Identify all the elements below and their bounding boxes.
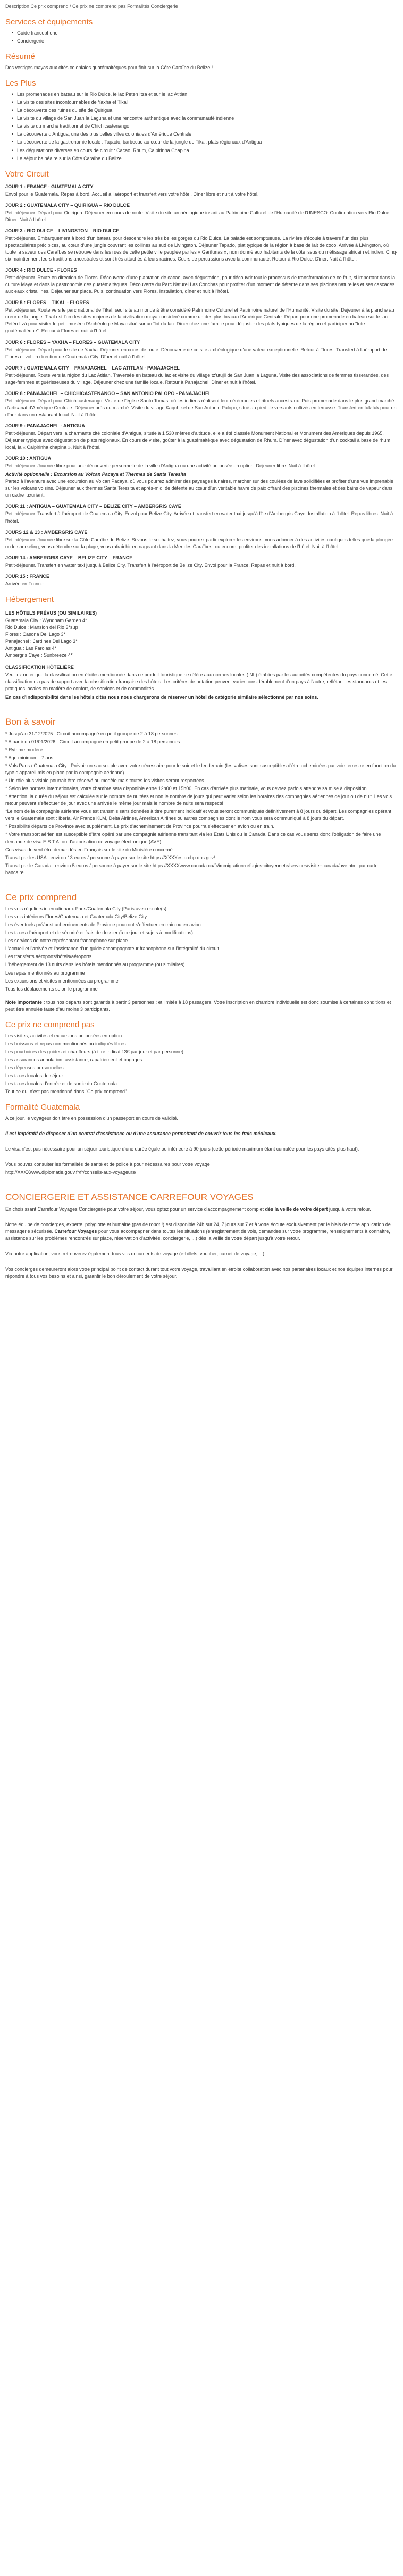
spacer bbox=[5, 994, 398, 999]
day-title: JOUR 4 : RIO DULCE - FLORES bbox=[5, 267, 77, 273]
hotel-item: Ambergris Caye : Sunbreeze 4* bbox=[5, 652, 73, 658]
day-title: JOUR 6 : FLORES – YAXHA – FLORES – GUATEMALA CITY bbox=[5, 339, 140, 345]
spacer bbox=[5, 1140, 398, 1146]
list-item: • La découverte des ruines du site de Quirigua bbox=[17, 107, 398, 114]
hotel-item: Guatemala City : Wyndham Garden 4* bbox=[5, 617, 87, 623]
list-item: • Le séjour balnéaire sur la Côte Caraïbe du Belize bbox=[17, 155, 398, 162]
day-text: Envol pour le Guatemala. Repas à bord. Accueil à l'aéroport et transfert vers votre hôtel. Dîner libre et nuit à votre hôtel. bbox=[5, 191, 259, 197]
day-text: Petit-déjeuner. Départ pour Quirigua. Déjeuner en cours de route. Visite du site archéologique inscrit au Patrimoine Culturel de l'Humanité de l'UNESCO. Continuation vers Rio Dulce. Dîner. Nuit à l'hôtel. bbox=[5, 209, 391, 222]
day-title: JOUR 15 : FRANCE bbox=[5, 573, 50, 579]
hotel-item: Panajachel : Jardines Del Lago 3* bbox=[5, 639, 78, 644]
list-item: Les assurances annulation, assistance, rapatriement et bagages bbox=[5, 1056, 142, 1062]
note-line: * Attention, la durée du séjour est calculée sur le nombre de nuitées et non le nombre de jours qui peut varier selon les horaires des compagnies aériennes de jour ou de nuit. Les vols retour peuvent s'effectuer de jour avec une arrivée le même jour mais le nombre de nuits sera respecté. bbox=[5, 794, 392, 807]
day-title: JOUR 2 : GUATEMALA CITY – QUIRIGUA – RIO DULCE bbox=[5, 202, 130, 208]
bon-a-savoir-title: Bon à savoir bbox=[5, 717, 56, 727]
formalite-consult: Vous pouvez consulter les formalités de santé et de police à pour nécessaires pour votre voyage : bbox=[5, 1162, 213, 1168]
list-item: Tous les déplacements selon le programme bbox=[5, 986, 98, 992]
note-line: * Possibilité départs de Province avec supplément. Le prix d'acheminement de Province pourra s'effectuer en avion ou en train. bbox=[5, 824, 275, 829]
list-item: • Guide francophone bbox=[17, 30, 398, 37]
hotel-item: Rio Dulce : Mansion del Rio 3*sup bbox=[5, 625, 78, 630]
conciergerie-team bbox=[5, 1221, 398, 1242]
list-item: Les pourboires des guides et chauffeurs (à titre indicatif 3€ par jour et par personne) bbox=[5, 1048, 184, 1054]
list-item: L'accueil et l'arrivée et l'assistance d'un guide accompagnateur francophone sur l'intégralité du circuit bbox=[5, 946, 219, 952]
day-text: Petit-déjeuner. Transfert à l'aéroport de Guatemala City. Envol pour Belize City. Arrivée et transfert en water taxi jusqu'à l'île d'Ambergris Caye. Installation à l'hôtel. Repas libres. Nuit à l'hôtel. bbox=[5, 511, 393, 524]
hotels-list bbox=[5, 617, 398, 659]
day-text: Petit-déjeuner. Route vers la région du Lac Atitlan. Traversée en bateau du lac et visite du village tz'utujil de San Juan la Laguna. Visite des associations de femmes tisserandes, des sage-femmes et guérisseuses du village. Déjeuner chez une famille locale. Retour à Panajachel. Dîner et nuit à l'hôtel. bbox=[5, 372, 389, 385]
list-item: • La visite des sites incontournables de Yaxha et Tikal bbox=[17, 99, 398, 106]
classification-title: CLASSIFICATION HÔTELIÈRE bbox=[5, 665, 74, 670]
spacer bbox=[5, 1245, 398, 1251]
day-text: Petit-déjeuner. Départ pour Chichicastenango. Visite de l'église Santo Tomas, où les indiens réalisent leur cérémonies et rituels ancestraux. Puis promenade dans le plus grand marché d'artisanat d'Amérique Centrale. Déjeuner près du marché. Visite du village Kaqchikel de San Antonio Palopo, situé au pied de versants cultivés en terrasse. Transfert en tuk-tuk pour un dîner dans un restaurant local. Nuit à l'hôtel. bbox=[5, 398, 397, 417]
list-item: • Les dégustations diverses en cours de circuit : Cacao, Rhum, Caipirinha Chapina... bbox=[17, 147, 398, 154]
day-title: JOUR 11 : ANTIGUA – GUATEMALA CITY – BELIZE CITY – AMBERGRIS CAYE bbox=[5, 504, 181, 509]
day-title: JOUR 7 : GUATEMALA CITY – PANAJACHEL – LAC ATITLAN - PANAJACHEL bbox=[5, 365, 180, 371]
day-text: Petit-déjeuner. Départ pour le site de Yaxha. Déjeuner en cours de route. Découverte de ce site archéologique d'une valeur exceptionnelle. Retour à Flores. Transfert à l'aéroport de Flores et vol en direction de Guatemala City. Dîner et nuit à l'hôtel. bbox=[5, 347, 387, 359]
circuit-title: Votre Circuit bbox=[5, 169, 49, 179]
day-text: Arrivée en France. bbox=[5, 581, 45, 586]
hotels-subtitle: LES HÔTELS PRÉVUS (OU SIMILAIRES) bbox=[5, 610, 97, 616]
classification-notice: En cas d'indisponibilité dans les hôtels cités nous nous chargerons de réserver un hôtel de catégorie similaire sélectionné par nos soins. bbox=[5, 694, 318, 700]
note-line: * Jusqu'au 31/12/2025 : Circuit accompagné en petit groupe de 2 à 18 personnes bbox=[5, 731, 178, 736]
important-note-label: Note importante : bbox=[5, 999, 45, 1005]
list-item: Les transferts aéroports/hôtels/aéroports bbox=[5, 954, 92, 960]
day-title: JOUR 1 : FRANCE - GUATEMALA CITY bbox=[5, 183, 94, 189]
list-item: • La découverte de la gastronomie locale : Tapado, barbecue au cœur de la jungle de Tikal, plats régionaux d'Antigua bbox=[17, 139, 398, 146]
day-text: Petit-déjeuner. Départ vers la charmante cité coloniale d'Antigua, située à 1 530 mètres d'altitude, elle a été classée Monument National et Monument des Amériques depuis 1965. Déjeuner typique avec dégustation de plats régionaux. En cours de visite, goûter à la guatémaltèque avec dégustation de Rhum. Dîner avec dégustation d'un cocktail à base de rhum local, la « Caipirinha chapina ». Nuit à l'hôtel. bbox=[5, 431, 391, 450]
hebergement-title: Hébergement bbox=[5, 594, 54, 604]
list-item: Tout ce qui n'est pas mentionné dans "Ce prix comprend" bbox=[5, 1089, 127, 1095]
note-line: Transit par le Canada : environ 5 euros / personne à payer sur le site https://XXXXwww.canada.ca/fr/immigration-refugies-citoyennete/services/visiter-canada/ave.html par carte bancaire. bbox=[5, 862, 378, 875]
conciergerie-intro-end: jusqu'à votre retour. bbox=[328, 1206, 371, 1212]
day-text: Petit-déjeuner. Transfert en water taxi jusqu'à Belize City. Transfert à l'aéroport de Belize City. Envol pour la France. Repas et nuit à bord. bbox=[5, 562, 296, 568]
top-description: Description Ce prix comprend / Ce prix ne comprend pas Formalités Conciergerie bbox=[5, 4, 178, 9]
list-item: Les vols intérieurs Flores/Guatemala et Guatemala City/Belize City bbox=[5, 914, 147, 920]
day-title: JOUR 10 : ANTIGUA bbox=[5, 456, 52, 462]
note-line: * A partir du 01/01/2026 : Circuit accompagné en petit groupe de 2 à 18 personnes bbox=[5, 739, 180, 744]
list-item: Les taxes locales de séjour bbox=[5, 1072, 63, 1078]
conciergerie-intro bbox=[5, 1206, 398, 1213]
list-item: • Conciergerie bbox=[17, 38, 398, 45]
day-title: JOUR 9 : PANAJACHEL - ANTIGUA bbox=[5, 423, 85, 429]
circuit-days bbox=[5, 183, 398, 588]
prix-comprend-list bbox=[5, 905, 398, 993]
list-item: Les services de notre représentant francophone sur place bbox=[5, 938, 128, 944]
formalite-assurance: Il est impératif de disposer d'un contrat d'assistance ou d'une assurance permettant de couvrir tous les frais médicaux. bbox=[5, 1131, 277, 1137]
note-line: * Rythme modéré bbox=[5, 746, 43, 752]
list-item: L'hébergement de 13 nuits dans les hôtels mentionnés au programme (ou similaires) bbox=[5, 962, 185, 968]
prix-comprend-title: Ce prix comprend bbox=[5, 892, 77, 902]
note-line: *Le nom de la compagnie aérienne vous est transmis sans données à titre purement indicatif et vous seront communiqués définitivement à 8 jours du départ. Les compagnies opérant vers le Guatemala sont : Iberia, Air France KLM, Delta Airlines, American Airlines ou autres compagnies dont le nom vous sera communiqué à 8 jours du départ. bbox=[5, 809, 391, 821]
day-title: JOURS 12 & 13 : AMBERGRIS CAYE bbox=[5, 529, 88, 535]
spacer bbox=[5, 1125, 398, 1130]
plus-list bbox=[5, 91, 398, 162]
list-item: Les taxes locales d'entrée et de sortie du Guatemala bbox=[5, 1081, 117, 1087]
hotel-item: Flores : Casona Del Lago 3* bbox=[5, 632, 66, 637]
list-item: Les visites, activités et excursions proposées en option bbox=[5, 1033, 122, 1038]
list-item: Les vols réguliers internationaux Paris/Guatemala City (Paris avec escale(s) bbox=[5, 906, 167, 912]
prix-ne-comprend-list bbox=[5, 1033, 398, 1095]
spacer bbox=[5, 1216, 398, 1221]
conciergerie-contact: Vos concierges demeureront alors votre principal point de contact durant tout votre voyage, travaillant en étroite collaboration avec nos partenaires locaux et nos équipes internes pour répondre à tous vos besoins et ainsi, garantir le bon déroulement de votre séjour. bbox=[5, 1266, 393, 1279]
list-item: • La visite du marché traditionnel de Chichicastenango bbox=[17, 123, 398, 130]
formalite-link[interactable]: http://XXXXwww.diplomatie.gouv.fr/fr/conseils-aux-voyageurs/ bbox=[5, 1170, 136, 1176]
conciergerie-team-end: pour vous accompagner dans toutes les situations (enregistrement de vols, demandes sur votre programme, renseignements à connaître, assistance sur les problèmes rencontrés sur place, réservation d'activités, conciergerie, ...) dès la veille de votre départ jusqu'à votre retour. bbox=[5, 1228, 390, 1241]
list-item: • La visite du village de San Juan la Laguna et une rencontre authentique avec la communauté indienne bbox=[17, 115, 398, 122]
day-text: Petit-déjeuner. Journée libre sur la Côte Caraïbe du Belize. Si vous le souhaitez, vous pourrez partir explorer les environs, vous adonner à des activités nautiques telles que la plongée ou le snorkeling, vous détendre sur la plage, vous rafraîchir en nageant dans la Mer des Caraïbes, ou encore, profiter des installations de l'hôtel. Nuit à l'hôtel. bbox=[5, 536, 393, 549]
list-item: Les boissons et repas non mentionnés ou indiqués libres bbox=[5, 1041, 126, 1046]
day-text: Petit-déjeuner. Route vers le parc national de Tikal, seul site au monde à être considéré Patrimoine Culturel et Patrimoine naturel de l'Humanité. Visite du site. Déjeuner à la planche au cœur de la jungle. Tikal est l'un des sites majeurs de la civilisation maya considéré comme un des plus beaux d'Amérique Centrale. Départ pour une promenade en bateau sur le lac Petén Itzá pour visiter le petit musée d'Archéologie Maya situé sur un îlot du lac. Dîner chez une famille pour déguster des plats typiques de la région et participer au "tote guatémaltèque". Retour à Flores et nuit à l'hôtel. bbox=[5, 307, 394, 334]
note-line: Transit par les USA : environ 13 euros / personne à payer sur le site https://XXXXesta.cbp.dhs.gov/ bbox=[5, 854, 215, 860]
optional-activity-text: Partez à l'aventure avec une excursion au Volcan Pacaya, où vous pourrez admirer des paysages lunaires, marcher sur des coulées de lave solidifiées et profiter d'une vue imprenable sur les volcans voisins. Déjeuner aux thermes Santa Teresita et après-midi de détente au cœur d'un véritable havre de paix offrant des piscines thermales et des bains de vapeur dans un cadre luxuriant. bbox=[5, 479, 393, 498]
optional-activity-title: Activité optionnelle : Excursion au Volcan Pacaya et Thermes de Santa Teresita bbox=[5, 472, 186, 477]
day-text: Petit-déjeuner. Embarquement à bord d'un bateau pour descendre les très belles gorges du Rio Dulce. La balade est somptueuse. La rivière s'écoule à travers l'un des plus spectaculaires précipices, au cœur d'une jungle couvrant les collines au sud de Livingston. Déjeuner Tapado, plat typique de la région à base de lait de coco. Arrivée à Livingston, où toute la saveur des Caraïbes se retrouve dans les rues de cette petite ville peuplée par les « Garifunas », nom donné aux habitants de la côte issus du métissage africain et indien. Cinq-six maintiennent leurs traditions ancestrales et sont très attachés à leurs racines. Cours de percussions avec la communauté. Retour à Rio Dulce. Dîner. Nuit à l'hôtel. bbox=[5, 235, 398, 262]
list-item: Les repas mentionnés au programme bbox=[5, 970, 85, 976]
conciergerie-team-bold: Carrefour Voyages bbox=[54, 1228, 97, 1234]
day-title: JOUR 8 : PANAJACHEL – CHICHICASTENANGO – SAN ANTONIO PALOPO - PANAJACHEL bbox=[5, 390, 212, 396]
note-line: * Votre transport aérien est susceptible d'être opéré par une compagnie aérienne transitant via les Etats Unis ou le Canada. Dans ce cas vous serez donc l'obligation de faire une demande de visa E.S.T.A. ou d'autorisation de voyage électronique (AVE). bbox=[5, 832, 381, 844]
services-title: Services et équipements bbox=[5, 18, 93, 27]
important-note-text: tous nos départs sont garantis à partir 3 personnes ; et limités à 18 passagers. Votre inscription en chambre individuelle est donc soumise à certaines conditions et peut être annulée faute d'au moins 3 participants. bbox=[5, 999, 391, 1012]
day-text: Petit-déjeuner. Journée libre pour une découverte personnelle de la ville d'Antigua ou une activité proposée en option. Déjeuner libre. Nuit à l'hôtel. bbox=[5, 463, 316, 469]
plus-title: Les Plus bbox=[5, 79, 36, 88]
conciergerie-intro-start: En choisissant Carrefour Voyages Conciergerie pour votre séjour, vous optez pour un service d'accompagnement complet bbox=[5, 1206, 265, 1212]
day-text: Petit-déjeuner. Route en direction de Flores. Découverte d'une plantation de cacao, avec dégustation, pour découvrir tout le processus de transformation de ce fruit, si important dans la culture Maya et dans la gastronomie des guatémaltèques. Découverte du Parc Naturel Las Conchas pour profiter d'un moment de détente dans ses piscines naturelles et ses cascades aux eaux cristallines. Déjeuner sur place. Puis, continuation vers Flores. Installation, dîner et nuit à l'hôtel. bbox=[5, 275, 396, 295]
important-note bbox=[5, 999, 398, 1013]
list-item: Les dépenses personnelles bbox=[5, 1064, 64, 1070]
conciergerie-title: CONCIERGERIE ET ASSISTANCE CARREFOUR VOYAGES bbox=[5, 1192, 254, 1203]
note-line: * Un rôle plus visible pourrait être réservé au modèle mais toutes les visites seront respectées. bbox=[5, 778, 206, 784]
list-item: Les excursions et visites mentionnées au programme bbox=[5, 978, 119, 984]
bon-a-savoir-list bbox=[5, 731, 398, 876]
day-title: JOUR 5 : FLORES – TIKAL - FLORES bbox=[5, 300, 89, 306]
note-line: * Vols Paris / Guatemala City : Prévoir un sac souple avec votre nécessaire pour le soir et le lendemain (les valises sont susceptibles d'être acheminées par voie terrestre en fonction du type d'appareil mis en place par la compagnie aérienne). bbox=[5, 763, 396, 776]
conciergerie-app: Via notre application, vous retrouverez également tous vos documents de voyage (e-billets, voucher, carnet de voyage, ...) bbox=[5, 1251, 265, 1256]
day-title: JOUR 3 : RIO DULCE – LIVINGSTON – RIO DULCE bbox=[5, 228, 120, 233]
note-line: * Age minimum : 7 ans bbox=[5, 755, 54, 760]
list-item: Les taxes d'aéroport et de sécurité et frais de dossier (à ce jour et sujets à modifications) bbox=[5, 930, 193, 936]
list-item: Les éventuels pré/post acheminements de Province pourront s'effectuer en train ou en avion bbox=[5, 922, 201, 928]
note-line: Ces visas doivent être demandés en Français sur le site du Ministère concerné : bbox=[5, 846, 175, 852]
prix-ne-comprend-title: Ce prix ne comprend pas bbox=[5, 1020, 95, 1029]
resume-text: Des vestiges mayas aux cités coloniales guatémaltèques pour finir sur la Côte Caraïbe du Belize ! bbox=[5, 65, 213, 71]
note-line: * Selon les normes internationales, votre chambre sera disponible entre 12h00 et 15h00. En cas d'arrivée plus matinale, vous devrez parfois attendre sa mise à disposition. bbox=[5, 786, 368, 792]
spacer bbox=[5, 1261, 398, 1266]
services-list bbox=[5, 30, 398, 45]
resume-title: Résumé bbox=[5, 52, 35, 62]
list-item: • La découverte d'Antigua, une des plus belles villes coloniales d'Amérique Centrale bbox=[17, 131, 398, 138]
day-title: JOUR 14 : AMBERGRIS CAYE – BELIZE CITY – FRANCE bbox=[5, 555, 133, 560]
spacer bbox=[5, 1156, 398, 1161]
formalite-visa: Le visa n'est pas nécessaire pour un séjour touristique d'une durée égale ou inférieure à 90 jours (cette période maximum étant cumulée pour les pays cités plus haut). bbox=[5, 1146, 359, 1152]
hotel-item: Antigua : Las Farolas 4* bbox=[5, 645, 57, 651]
formalite-passport: A ce jour, le voyageur doit être en possession d'un passeport en cours de validité. bbox=[5, 1115, 178, 1121]
conciergerie-intro-bold: dès la veille de votre départ bbox=[265, 1206, 328, 1212]
classification-text: Veuillez noter que la classification en étoiles mentionnée dans ce produit touristique se réfère aux normes locales ( NL) établies par les autorités compétentes du pays concerné. Cette classification n'a pas de rapport avec la classification française des hôtels. Les critères de notation peuvent varier considérablement d'un pays à l'autre, reflétant les standards et les pratiques locales en matière de confort, de services et de commodités. bbox=[5, 672, 392, 692]
formalite-title: Formalité Guatemala bbox=[5, 1103, 80, 1112]
list-item: • Les promenades en bateau sur le Rio Dulce, le lac Peten Itza et sur le lac Atitlan bbox=[17, 91, 398, 98]
conciergerie-team-start: Notre équipe de concierges, experte, polyglotte et humaine (pas de robot !) est disponible 24h sur 24, 7 jours sur 7 et à votre écoute exclusivement par le biais de notre application de messagerie sécurisée. bbox=[5, 1221, 391, 1234]
